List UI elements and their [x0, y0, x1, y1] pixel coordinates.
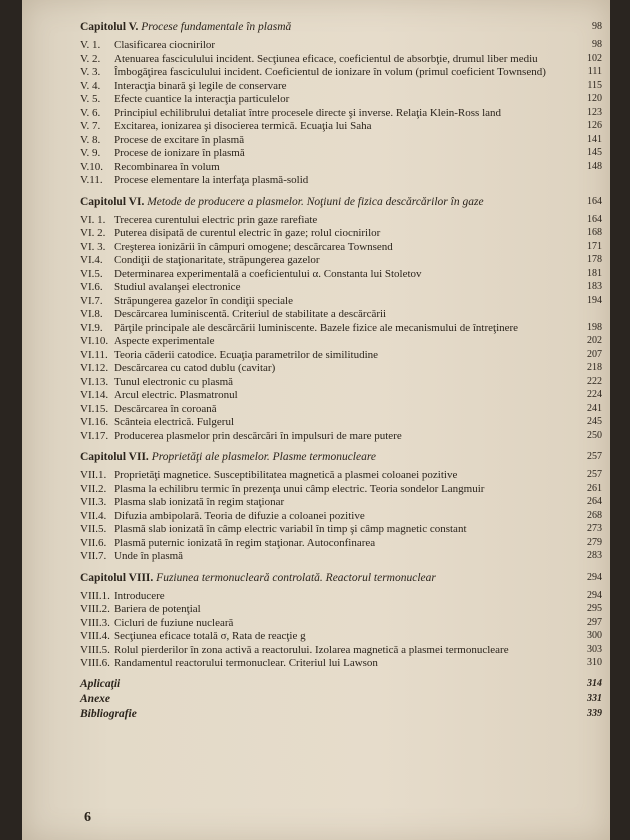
section-title: Interacţia binară şi legile de conservare [114, 79, 287, 92]
section-number: VIII.5. [80, 643, 110, 656]
section-number: VII.5. [80, 523, 107, 535]
section-title: Străpungerea gazelor în condiţii speciale [114, 294, 293, 307]
chapter-title: Metode de producere a plasmelor. Noţiuni de fizica descărcărilor în gaze [147, 195, 484, 208]
section-page-number: 224 [587, 389, 602, 400]
section-page-number: 297 [587, 616, 602, 628]
section-page-number: 300 [587, 630, 602, 641]
section-title: Descărcarea luminiscentă. Criteriul de stabilitate a descărcării [114, 308, 387, 320]
section-number: VI.13. [80, 375, 109, 388]
section-page-number: 207 [587, 348, 602, 360]
section-number: VI.6. [80, 281, 103, 293]
section-title: Părţile principale ale descărcării luminiscente. Bazele fizice ale mecanismului de întreţinere [114, 321, 519, 334]
chapter-page-number: 294 [587, 571, 602, 583]
section-page-number: 257 [587, 469, 602, 480]
toc-entry [80, 80, 602, 93]
section-page-number: 194 [587, 294, 602, 306]
section-page-number: 171 [587, 240, 602, 252]
back-matter-title: Bibliografie [80, 707, 137, 720]
toc-entry [80, 66, 602, 79]
toc-entry [80, 523, 602, 536]
section-number: VII.2. [80, 482, 107, 495]
section-page-number: 120 [587, 93, 602, 104]
toc-entry [80, 322, 602, 335]
section-title: Principiul echilibrului detaliat între procesele directe şi inverse. Relaţia Klein-Ross land [114, 106, 502, 119]
section-number: VI.11. [80, 348, 108, 361]
section-number: VI. 1. [80, 213, 106, 226]
table-of-contents [80, 12, 602, 722]
section-page-number: 141 [587, 133, 602, 145]
toc-entry [80, 657, 602, 670]
toc-entry [80, 416, 602, 429]
section-title: Procese de ionizare în plasmă [114, 147, 245, 159]
chapter-label: Capitolul VIII. [80, 571, 154, 584]
section-title: Atenuarea fasciculului incident. Secţiunea eficace, coeficientul de absorbţie, drumul liber mediu [114, 52, 538, 65]
toc-entry [80, 430, 602, 443]
book-page [22, 0, 610, 840]
section-page-number: 268 [587, 509, 602, 521]
chapter-heading [80, 571, 602, 585]
chapter-page-number: 98 [592, 21, 602, 32]
section-page-number: 115 [587, 79, 602, 91]
section-number: VIII.2. [80, 603, 110, 615]
toc-entry [80, 550, 602, 563]
back-matter-page-number: 331 [587, 692, 602, 704]
section-page-number: 181 [587, 267, 602, 279]
section-number: VIII.1. [80, 589, 110, 602]
section-number: VI. 3. [80, 240, 106, 253]
section-page-number: 310 [587, 657, 602, 668]
section-title: Procese de excitare în plasmă [114, 133, 245, 146]
section-page-number: 273 [587, 523, 602, 534]
section-title: Unde în plasmă [114, 550, 184, 562]
toc-entry [80, 335, 602, 348]
section-number: V.10. [80, 160, 104, 173]
section-number: V. 3. [80, 66, 101, 78]
back-matter-title: Anexe [80, 692, 111, 705]
section-number: V.11. [80, 174, 103, 186]
toc-entry [80, 107, 602, 120]
section-number: VI.12. [80, 362, 109, 374]
section-title: Trecerea curentului electric prin gaze rarefiate [114, 213, 318, 226]
toc-entry [80, 214, 602, 227]
section-page-number: 164 [587, 213, 602, 225]
section-title: Bariera de potenţial [114, 603, 201, 615]
toc-entry [80, 469, 602, 482]
back-matter-entry [80, 707, 602, 721]
toc-entry [80, 510, 602, 523]
toc-entry [80, 308, 602, 321]
toc-entry [80, 603, 602, 616]
section-number: VII.1. [80, 469, 107, 481]
section-number: VII.3. [80, 496, 107, 508]
section-title: Determinarea experimentală a coeficientului α. Constanta lui Stoletov [114, 267, 422, 280]
section-number: VI.4. [80, 254, 103, 266]
section-title: Aspecte experimentale [114, 335, 215, 347]
toc-entry [80, 93, 602, 106]
section-title: Excitarea, ionizarea şi disocierea termică. Ecuaţia lui Saha [114, 120, 372, 132]
section-page-number: 294 [587, 589, 602, 601]
back-matter-entry [80, 677, 602, 691]
section-title: Secţiunea eficace totală σ, Rata de reacţie g [114, 630, 306, 642]
toc-entry [80, 644, 602, 657]
section-title: Plasma la echilibru termic în prezenţa unui câmp electric. Teoria sondelor Langmuir [114, 482, 485, 495]
section-number: VI.9. [80, 321, 103, 334]
section-number: V. 1. [80, 39, 101, 51]
chapter-label: Capitolul VII. [80, 451, 149, 463]
section-number: VI.10. [80, 335, 109, 347]
section-page-number: 183 [587, 281, 602, 292]
toc-entry [80, 174, 602, 187]
chapter-title: Fuziunea termonucleară controlată. Reactorul termonuclear [156, 571, 436, 584]
section-title: Procese elementare la interfaţa plasmă-solid [114, 174, 309, 186]
chapter-page-number: 164 [587, 195, 602, 207]
toc-entry [80, 349, 602, 362]
chapter-title: Procese fundamentale în plasmă [141, 21, 292, 33]
toc-entry [80, 161, 602, 174]
page-number: 6 [84, 810, 91, 825]
chapter-heading [80, 20, 602, 34]
section-number: VIII.4. [80, 630, 110, 642]
section-number: VI.16. [80, 416, 109, 428]
section-page-number: 148 [587, 160, 602, 172]
section-number: V. 2. [80, 52, 101, 65]
section-title: Descărcarea în coroană [114, 402, 217, 415]
section-page-number: 283 [587, 550, 602, 561]
section-page-number: 264 [587, 496, 602, 507]
section-title: Îmbogăţirea fasciculului incident. Coeficientul de ionizare în volum (primul coeficient Townsend) [114, 66, 546, 78]
toc-entry [80, 268, 602, 281]
section-number: VI.15. [80, 402, 109, 415]
section-number: VI. 2. [80, 227, 106, 239]
section-number: V. 9. [80, 147, 101, 159]
toc-entry [80, 617, 602, 630]
section-number: V. 4. [80, 79, 101, 92]
section-title: Efecte cuantice la interacţia particulelor [114, 93, 290, 105]
section-title: Cicluri de fuziune nucleară [114, 616, 234, 629]
section-number: VIII.6. [80, 657, 110, 669]
section-title: Descărcarea cu catod dublu (cavitar) [114, 362, 276, 374]
section-page-number: 198 [587, 321, 602, 333]
chapter-label: Capitolul V. [80, 21, 139, 33]
section-page-number: 98 [592, 39, 602, 50]
section-title: Plasmă slab ionizată în câmp electric variabil în timp şi câmp magnetic constant [114, 523, 467, 535]
section-number: V. 8. [80, 133, 101, 146]
section-title: Proprietăţi magnetice. Susceptibilitatea magnetică a plasmei coloanei pozitive [114, 469, 458, 481]
section-page-number: 250 [587, 429, 602, 441]
section-number: VII.6. [80, 536, 107, 549]
toc-entry [80, 389, 602, 402]
toc-entry [80, 483, 602, 496]
back-matter-entry [80, 692, 602, 706]
toc-entry [80, 254, 602, 267]
section-number: VI.5. [80, 267, 103, 280]
section-title: Studiul avalanşei electronice [114, 281, 241, 293]
toc-entry [80, 134, 602, 147]
section-title: Difuzia ambipolară. Teoria de difuzie a coloanei pozitive [114, 509, 365, 522]
toc-entry [80, 241, 602, 254]
section-number: V. 5. [80, 93, 101, 105]
section-number: VI.8. [80, 308, 103, 320]
section-number: VI.17. [80, 429, 109, 442]
toc-entry [80, 590, 602, 603]
section-page-number: 168 [587, 227, 602, 238]
chapter-heading [80, 450, 602, 464]
section-title: Teoria căderii catodice. Ecuaţia parametrilor de similitudine [114, 348, 379, 361]
section-title: Plasma slab ionizată în regim staţionar [114, 496, 285, 508]
toc-entry [80, 120, 602, 133]
back-matter-page-number: 339 [587, 707, 602, 719]
toc-entry [80, 295, 602, 308]
section-page-number: 111 [587, 66, 602, 77]
toc-entry [80, 362, 602, 375]
chapter-heading [80, 195, 602, 209]
section-title: Tunul electronic cu plasmă [114, 375, 234, 388]
back-matter-title: Aplicaţii [80, 677, 121, 690]
back-matter-page-number: 314 [587, 677, 602, 689]
section-number: VI.14. [80, 389, 109, 401]
section-page-number: 202 [587, 335, 602, 346]
toc-entry [80, 53, 602, 66]
section-page-number: 102 [587, 52, 602, 64]
section-number: VI.7. [80, 294, 103, 307]
section-title: Introducere [114, 589, 165, 602]
section-page-number: 222 [587, 375, 602, 387]
toc-entry [80, 147, 602, 160]
toc-entry [80, 227, 602, 240]
section-page-number: 245 [587, 416, 602, 427]
toc-entry [80, 376, 602, 389]
section-page-number: 145 [587, 147, 602, 158]
section-page-number: 241 [587, 402, 602, 414]
section-page-number: 126 [587, 120, 602, 131]
chapter-title: Proprietăţi ale plasmelor. Plasme termonucleare [151, 451, 377, 463]
section-title: Plasmă puternic ionizată în regim staţionar. Autoconfinarea [114, 536, 376, 549]
section-number: V. 6. [80, 106, 101, 119]
section-title: Clasificarea ciocnirilor [114, 39, 216, 51]
toc-entry [80, 281, 602, 294]
section-title: Producerea plasmelor prin descărcări în impulsuri de mare putere [114, 429, 402, 442]
chapter-label: Capitolul VI. [80, 195, 145, 208]
section-page-number: 218 [587, 362, 602, 373]
section-page-number: 295 [587, 603, 602, 614]
section-number: VII.4. [80, 509, 107, 522]
section-title: Scânteia electrică. Fulgerul [114, 416, 235, 428]
section-title: Puterea disipată de curentul electric în gaze; rolul ciocnirilor [114, 227, 381, 239]
toc-entry [80, 496, 602, 509]
section-title: Arcul electric. Plasmatronul [114, 389, 238, 401]
toc-entry [80, 630, 602, 643]
toc-entry [80, 537, 602, 550]
section-number: VIII.3. [80, 616, 110, 629]
toc-entry [80, 403, 602, 416]
section-title: Recombinarea în volum [114, 160, 220, 173]
section-page-number: 123 [587, 106, 602, 118]
section-page-number: 261 [587, 482, 602, 494]
section-page-number: 279 [587, 536, 602, 548]
toc-entry [80, 39, 602, 52]
section-number: V. 7. [80, 120, 101, 132]
section-page-number: 178 [587, 254, 602, 265]
section-title: Rolul pierderilor în zona activă a reactorului. Izolarea magnetică a plasmei termonucleare [114, 643, 509, 656]
section-title: Condiţii de staţionaritate, străpungerea gazelor [114, 254, 320, 266]
chapter-page-number: 257 [587, 451, 602, 462]
section-number: VII.7. [80, 550, 107, 562]
section-title: Randamentul reactorului termonuclear. Criteriul lui Lawson [114, 657, 378, 669]
section-title: Creşterea ionizării în câmpuri omogene; descărcarea Townsend [114, 240, 393, 253]
section-page-number: 303 [587, 643, 602, 655]
